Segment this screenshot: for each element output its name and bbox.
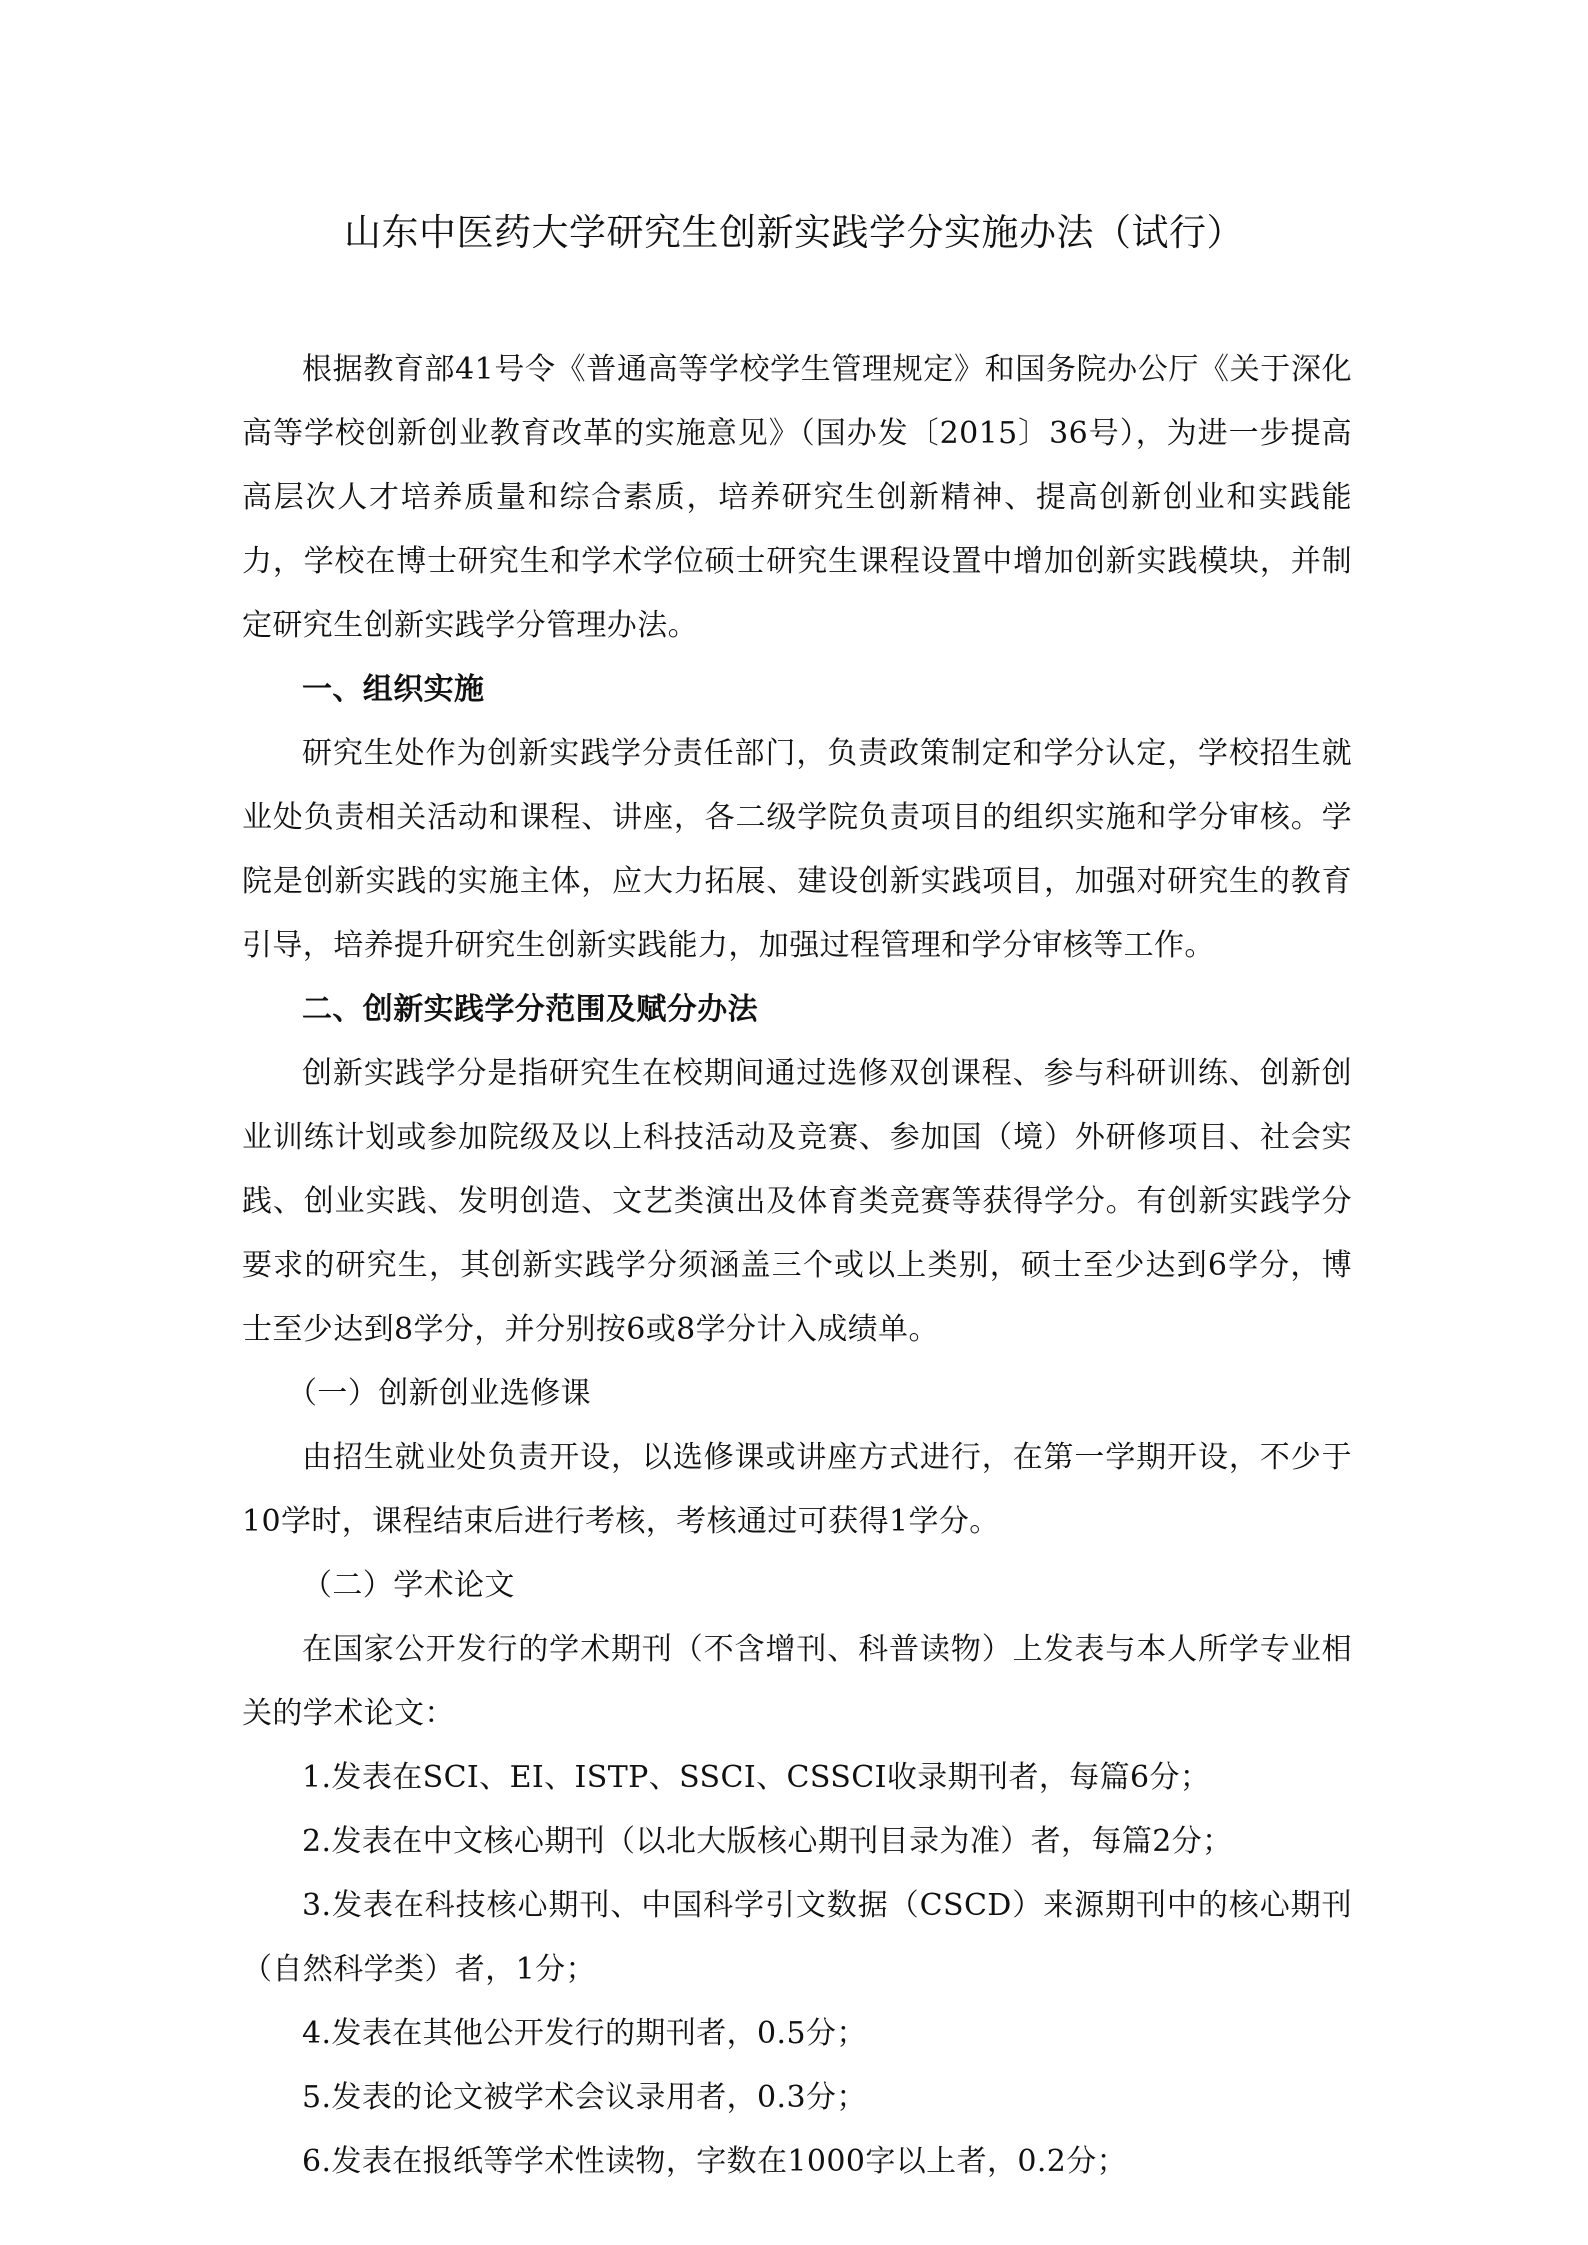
list-item: 1.发表在SCI、EI、ISTP、SSCI、CSSCI收录期刊者，每篇6分； <box>302 1760 1211 1795</box>
list-item: 3.发表在科技核心期刊、中国科学引文数据（CSCD）来源期刊中的核心期刊（自然科学类）者，1分； <box>242 1888 1352 1987</box>
academic-papers-paragraph: 在国家公开发行的学术期刊（不含增刊、科普读物）上发表与本人所学专业相关的学术论文： <box>242 1632 1352 1731</box>
list-item: 6.发表在报纸等学术性读物，字数在1000字以上者，0.2分； <box>302 2144 1128 2179</box>
document-body <box>242 338 1352 2194</box>
subsection-heading-elective-course: （一）创新创业选修课 <box>287 1376 591 1411</box>
list-item: 4.发表在其他公开发行的期刊者，0.5分； <box>302 2016 867 2051</box>
intro-paragraph: 根据教育部41号令《普通高等学校学生管理规定》和国务院办公厅《关于深化高等学校创新创业教育改革的实施意见》（国办发〔2015〕36号），为进一步提高高层次人才培养质量和综合素质，培养研究生创新精神、提高创新创业和实践能力，学校在博士研究生和学术学位硕士研究生课程设置中增加创新实践模块，并制定研究生创新实践学分管理办法。 <box>242 352 1352 643</box>
document-title: 山东中医药大学研究生创新实践学分实施办法（试行） <box>344 211 1244 254</box>
elective-course-paragraph: 由招生就业处负责开设，以选修课或讲座方式进行，在第一学期开设，不少于10学时，课程结束后进行考核，考核通过可获得1学分。 <box>242 1440 1352 1539</box>
list-item: 2.发表在中文核心期刊（以北大版核心期刊目录为准）者，每篇2分； <box>302 1824 1233 1859</box>
section-heading-organization: 一、组织实施 <box>302 672 485 707</box>
credit-scope-paragraph: 创新实践学分是指研究生在校期间通过选修双创课程、参与科研训练、创新创业训练计划或参加院级及以上科技活动及竞赛、参加国（境）外研修项目、社会实践、创业实践、发明创造、文艺类演出及体育类竞赛等获得学分。有创新实践学分要求的研究生，其创新实践学分须涵盖三个或以上类别，硕士至少达到6学分，博士至少达到8学分，并分别按6或8学分计入成绩单。 <box>242 1056 1352 1347</box>
list-item: 5.发表的论文被学术会议录用者，0.3分； <box>302 2080 867 2115</box>
organization-paragraph: 研究生处作为创新实践学分责任部门，负责政策制定和学分认定，学校招生就业处负责相关活动和课程、讲座，各二级学院负责项目的组织实施和学分审核。学院是创新实践的实施主体，应大力拓展、建设创新实践项目，加强对研究生的教育引导，培养提升研究生创新实践能力，加强过程管理和学分审核等工作。 <box>242 736 1352 963</box>
subsection-heading-academic-papers: （二）学术论文 <box>302 1568 515 1603</box>
section-heading-credit-scope: 二、创新实践学分范围及赋分办法 <box>302 992 758 1027</box>
